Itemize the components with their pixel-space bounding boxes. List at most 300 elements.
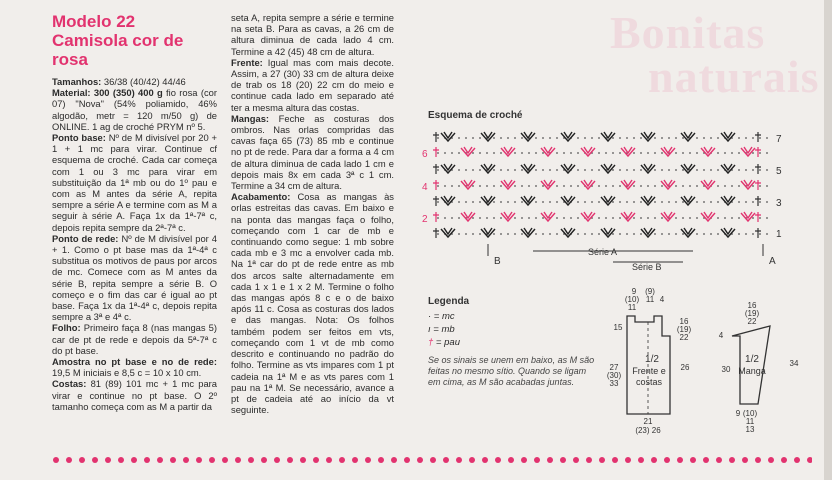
chain-stitch-mark (696, 137, 698, 139)
divider-dot (729, 457, 735, 463)
divider-dot (651, 457, 657, 463)
chain-stitch-mark (570, 185, 572, 187)
divider-dot (794, 457, 800, 463)
title-line-3: rosa (52, 50, 88, 69)
chain-stitch-mark (654, 233, 656, 235)
chain-stitch-mark (535, 185, 537, 187)
background-headline-2: naturais (648, 51, 820, 102)
divider-dot (573, 457, 579, 463)
stitch-motif-icon (481, 228, 495, 237)
chain-stitch-mark (766, 152, 768, 154)
chain-stitch-mark (570, 152, 572, 154)
chain-stitch-mark (640, 233, 642, 235)
row-label-7: 7 (776, 134, 782, 145)
chain-stitch-mark (626, 137, 628, 139)
chain-stitch-mark (556, 137, 558, 139)
chain-stitch-mark (479, 201, 481, 203)
chain-stitch-mark (507, 233, 509, 235)
chain-stitch-mark (696, 201, 698, 203)
chain-stitch-mark (612, 137, 614, 139)
chain-stitch-mark (500, 233, 502, 235)
divider-dot (235, 457, 241, 463)
chain-stitch-mark (654, 137, 656, 139)
chain-stitch-mark (738, 169, 740, 171)
title-line-1: Modelo 22 (52, 12, 136, 31)
acabamento-paragraph: Acabamento: Cosa as mangas às orlas estreitas das cavas. Em baixo e na ponta das mangas faça o folho, começando com 1 car de mb e continuando como segue: 1 mb sobre cada mb e 3 mc a envolver cada mb. Na 1ª car do pt de rede entre as mb dos arcos salte alternadamente em cada 1 x 1 e 1 x 2 M. Termine o folho das mangas após 8 c e o de baixo após 11 c. Cosa as costuras dos lados e das mangas. Nota: Os folhos também podem ser feitos em vts, começando com 1 vt de mb como descrito e continuando no padrão do folho. Termine as vts impares com 1 pt cadeia na 1ª M e as vts pares com 1 pau na 1ª M. Se necessário, avance a pt de cadeia até ao início da vt seguinte. (231, 191, 394, 416)
chain-stitch-mark (675, 137, 677, 139)
chain-stitch-mark (486, 152, 488, 154)
chain-stitch-mark (535, 152, 537, 154)
chain-stitch-mark (682, 137, 684, 139)
chain-stitch-mark (591, 137, 593, 139)
row-numbers-right (776, 134, 782, 240)
stitch-motif-icon (681, 164, 695, 173)
chain-stitch-mark (752, 217, 754, 219)
label-B: B (494, 256, 501, 267)
stitch-motif-icon (581, 212, 595, 221)
chain-stitch-mark (591, 201, 593, 203)
divider-dot (365, 457, 371, 463)
dim-9: 9 (631, 287, 637, 296)
chain-stitch-mark (633, 152, 635, 154)
divider-dot (755, 457, 761, 463)
chain-stitch-mark (752, 233, 754, 235)
chain-stitch-mark (514, 185, 516, 187)
divider-dot (430, 457, 436, 463)
chain-stitch-mark (521, 137, 523, 139)
dim-30: (30) (606, 371, 622, 380)
sleeve-dim-11: 11 (745, 417, 755, 426)
chain-stitch-mark (640, 201, 642, 203)
chain-stitch-mark (458, 152, 460, 154)
chain-stitch-mark (745, 137, 747, 139)
chain-stitch-mark (626, 169, 628, 171)
divider-dot (521, 457, 527, 463)
chain-stitch-mark (528, 217, 530, 219)
divider-dot (742, 457, 748, 463)
pau-stitch-icon (433, 228, 439, 238)
pau-stitch-icon (433, 196, 439, 206)
chain-stitch-mark (766, 169, 768, 171)
chain-stitch-mark (738, 137, 740, 139)
stitch-motif-icon (721, 228, 735, 237)
divider-dot (170, 457, 176, 463)
chain-stitch-mark (717, 185, 719, 187)
divider-dot (339, 457, 345, 463)
chain-stitch-mark (647, 217, 649, 219)
divider-dot (66, 457, 72, 463)
chain-stitch-mark (507, 201, 509, 203)
chain-stitch-mark (731, 152, 733, 154)
pau-stitch-icon (433, 180, 439, 190)
chain-stitch-mark (710, 137, 712, 139)
pau-stitch-icon (433, 212, 439, 222)
sleeve-dim-10: (10) (742, 409, 758, 418)
body-label-half: 1/2 (645, 354, 659, 365)
chain-stitch-mark (465, 169, 467, 171)
sleeve-dim-22: 22 (747, 317, 757, 326)
stitch-motif-icon (641, 132, 655, 141)
chain-stitch-mark (633, 169, 635, 171)
chain-stitch-mark (458, 233, 460, 235)
legend-pau: † = pau (428, 337, 460, 348)
stitch-motif-icon (681, 132, 695, 141)
divider-dot (417, 457, 423, 463)
serie-a-label: Série A (588, 247, 618, 257)
chain-stitch-mark (556, 217, 558, 219)
chain-stitch-mark (661, 217, 663, 219)
chain-stitch-mark (668, 201, 670, 203)
chain-stitch-mark (507, 137, 509, 139)
divider-dot (586, 457, 592, 463)
stitch-motif-icon (561, 228, 575, 237)
chain-stitch-mark (493, 201, 495, 203)
chain-stitch-mark (528, 152, 530, 154)
stitch-motif-icon (621, 180, 635, 189)
chain-stitch-mark (437, 217, 439, 219)
chain-stitch-mark (437, 169, 439, 171)
chain-stitch-mark (542, 169, 544, 171)
divider-dot (300, 457, 306, 463)
dim-23: (23) 26 (635, 426, 661, 435)
chain-stitch-mark (661, 137, 663, 139)
dim-9b: (9) (645, 287, 655, 296)
stitch-motif-icon (541, 180, 555, 189)
stitch-motif-icon (501, 212, 515, 221)
stitch-motif-icon (601, 228, 615, 237)
chain-stitch-mark (472, 185, 474, 187)
crochet-chart (418, 124, 798, 274)
decorative-dotted-divider (52, 455, 812, 465)
dim-22: 22 (679, 333, 689, 342)
chain-stitch-mark (577, 137, 579, 139)
chain-stitch-mark (437, 185, 439, 187)
chain-stitch-mark (661, 233, 663, 235)
chain-stitch-mark (598, 201, 600, 203)
pau-symbol-icon: † (428, 337, 434, 348)
chain-stitch-mark (619, 233, 621, 235)
divider-dot (625, 457, 631, 463)
chain-stitch-mark (682, 169, 684, 171)
chain-stitch-mark (542, 185, 544, 187)
chain-stitch-mark (675, 201, 677, 203)
divider-dot (183, 457, 189, 463)
stitch-motif-icon (441, 164, 455, 173)
divider-dot (495, 457, 501, 463)
chain-stitch-mark (514, 201, 516, 203)
chain-stitch-mark (598, 217, 600, 219)
chain-stitch-mark (612, 201, 614, 203)
chain-stitch-mark (675, 169, 677, 171)
stitch-motif-icon (661, 212, 675, 221)
chain-stitch-mark (675, 233, 677, 235)
chain-stitch-mark (556, 201, 558, 203)
row-label-6: 6 (422, 149, 428, 160)
stitch-motif-icon (581, 147, 595, 156)
divider-dot (638, 457, 644, 463)
chain-stitch-mark (521, 201, 523, 203)
chain-stitch-mark (437, 233, 439, 235)
chain-stitch-mark (500, 137, 502, 139)
chain-stitch-mark (724, 152, 726, 154)
body-schematic (600, 286, 715, 436)
chain-stitch-mark (710, 169, 712, 171)
stitch-motif-icon (521, 164, 535, 173)
stitch-motif-icon (521, 132, 535, 141)
chain-stitch-mark (696, 169, 698, 171)
chain-stitch-mark (479, 137, 481, 139)
divider-dot (560, 457, 566, 463)
chain-stitch-mark (451, 217, 453, 219)
divider-dot (287, 457, 293, 463)
divider-dot (404, 457, 410, 463)
chain-stitch-mark (654, 152, 656, 154)
chain-stitch-mark (689, 217, 691, 219)
stitch-motif-icon (621, 212, 635, 221)
sleeve-dim-4: 4 (718, 331, 724, 340)
dim-27: 27 (609, 363, 619, 372)
chain-stitch-mark (752, 201, 754, 203)
stitch-motif-icon (741, 180, 755, 189)
chain-stitch-mark (717, 169, 719, 171)
stitch-motif-icon (741, 147, 755, 156)
chart-grid-dots (437, 137, 768, 235)
divider-dot (118, 457, 124, 463)
sleeve-outline (732, 326, 770, 404)
pattern-title (52, 12, 227, 69)
stitch-motif-icon (521, 228, 535, 237)
chain-stitch-mark (472, 169, 474, 171)
chain-stitch-mark (682, 217, 684, 219)
sleeve-dim-13: 13 (745, 425, 755, 434)
divider-dot (92, 457, 98, 463)
dim-4: 4 (659, 295, 665, 304)
chain-stitch-mark (605, 152, 607, 154)
chain-stitch-mark (633, 185, 635, 187)
stitch-motif-icon (641, 164, 655, 173)
chain-stitch-mark (752, 169, 754, 171)
chain-stitch-mark (731, 217, 733, 219)
chain-stitch-mark (493, 217, 495, 219)
chain-stitch-mark (535, 217, 537, 219)
chain-stitch-mark (633, 137, 635, 139)
chain-stitch-mark (549, 137, 551, 139)
chain-stitch-mark (577, 152, 579, 154)
stitch-motif-icon (541, 147, 555, 156)
chain-stitch-mark (759, 152, 761, 154)
chain-stitch-mark (710, 201, 712, 203)
chain-stitch-mark (507, 169, 509, 171)
chain-stitch-mark (584, 201, 586, 203)
page-spine (824, 0, 832, 480)
sleeve-dim-30: 30 (721, 365, 731, 374)
chain-stitch-mark (654, 185, 656, 187)
chain-stitch-mark (500, 152, 502, 154)
chain-stitch-mark (465, 233, 467, 235)
chain-stitch-mark (479, 233, 481, 235)
chain-stitch-mark (759, 217, 761, 219)
chain-stitch-mark (612, 152, 614, 154)
stitch-motif-icon (561, 132, 575, 141)
chain-stitch-mark (458, 185, 460, 187)
chain-stitch-mark (493, 169, 495, 171)
divider-dot (313, 457, 319, 463)
instructions-column-1 (52, 76, 217, 412)
chain-stitch-mark (633, 233, 635, 235)
dim-11b: 11 (645, 295, 655, 304)
divider-dot (807, 457, 812, 463)
chain-stitch-mark (535, 233, 537, 235)
chain-stitch-mark (682, 233, 684, 235)
chain-stitch-mark (542, 201, 544, 203)
chain-stitch-mark (689, 185, 691, 187)
stitch-motif-icon (481, 132, 495, 141)
divider-dot (248, 457, 254, 463)
chain-stitch-mark (682, 201, 684, 203)
chain-stitch-mark (563, 152, 565, 154)
chain-stitch-mark (724, 217, 726, 219)
chain-stitch-mark (458, 137, 460, 139)
chain-stitch-mark (521, 169, 523, 171)
stitch-motif-icon (721, 196, 735, 205)
sleeve-dim-9: 9 (735, 409, 741, 418)
stitch-motif-icon (441, 196, 455, 205)
chain-stitch-mark (766, 201, 768, 203)
row-label-4: 4 (422, 182, 428, 193)
chain-stitch-mark (626, 233, 628, 235)
chain-stitch-mark (458, 169, 460, 171)
chain-stitch-mark (458, 201, 460, 203)
chain-stitch-mark (598, 185, 600, 187)
stitch-motif-icon (461, 212, 475, 221)
pau-stitch-icon (755, 196, 761, 206)
chain-stitch-mark (752, 137, 754, 139)
chain-stitch-mark (766, 137, 768, 139)
amostra-paragraph: Amostra no pt base e no de rede: 19,5 M iniciais e 8,5 c = 10 x 10 cm. (52, 356, 217, 379)
chain-stitch-mark (717, 137, 719, 139)
chain-stitch-mark (619, 217, 621, 219)
chain-stitch-mark (682, 185, 684, 187)
chain-stitch-mark (584, 233, 586, 235)
stitch-motif-icon (721, 132, 735, 141)
chain-stitch-mark (437, 201, 439, 203)
legend-items (428, 310, 460, 349)
chain-stitch-mark (612, 185, 614, 187)
chain-stitch-mark (521, 152, 523, 154)
chain-stitch-mark (577, 217, 579, 219)
material-paragraph: Material: 300 (350) 400 g fio rosa (cor 07) "Nova" (54% poliamido, 46% algodão, metr = 120 m/50 g) de ONLINE. 1 ag de croché PRYM nº 5. (52, 87, 217, 132)
pau-stitch-icon (755, 212, 761, 222)
divider-dot (144, 457, 150, 463)
stitch-motif-icon (441, 228, 455, 237)
chain-stitch-mark (612, 169, 614, 171)
chain-stitch-mark (605, 217, 607, 219)
divider-dot (690, 457, 696, 463)
dim-21: 21 (643, 417, 653, 426)
chain-stitch-mark (521, 217, 523, 219)
pau-stitch-icon (755, 228, 761, 238)
chain-stitch-mark (661, 185, 663, 187)
background-headline-1: Bonitas (610, 7, 766, 58)
chain-stitch-mark (703, 201, 705, 203)
chain-stitch-mark (577, 185, 579, 187)
divider-dot (79, 457, 85, 463)
stitch-motif-icon (601, 132, 615, 141)
chain-stitch-mark (696, 217, 698, 219)
sleeve-dim-16: 16 (747, 301, 757, 310)
chain-stitch-mark (654, 201, 656, 203)
chain-stitch-mark (500, 201, 502, 203)
divider-dot (599, 457, 605, 463)
chain-stitch-mark (591, 169, 593, 171)
divider-dot (261, 457, 267, 463)
dim-11: 11 (627, 303, 637, 312)
chain-stitch-mark (437, 152, 439, 154)
chain-stitch-mark (717, 217, 719, 219)
chain-stitch-mark (479, 217, 481, 219)
divider-dot (53, 457, 59, 463)
serie-b-label: Série B (632, 262, 662, 272)
chain-stitch-mark (444, 217, 446, 219)
chain-stitch-mark (542, 152, 544, 154)
chain-stitch-mark (619, 185, 621, 187)
divider-dot (508, 457, 514, 463)
chain-stitch-mark (766, 233, 768, 235)
divider-dot (378, 457, 384, 463)
chain-stitch-mark (752, 185, 754, 187)
divider-dot (677, 457, 683, 463)
chain-stitch-mark (598, 169, 600, 171)
chain-stitch-mark (654, 169, 656, 171)
chain-stitch-mark (535, 137, 537, 139)
stitch-motif-icon (741, 212, 755, 221)
divider-dot (105, 457, 111, 463)
chain-stitch-mark (605, 185, 607, 187)
stitch-motif-icon (601, 196, 615, 205)
chain-stitch-mark (640, 137, 642, 139)
stitch-motif-icon (641, 196, 655, 205)
chain-stitch-mark (612, 217, 614, 219)
divider-dot (781, 457, 787, 463)
chain-stitch-mark (745, 233, 747, 235)
chain-stitch-mark (668, 233, 670, 235)
chain-stitch-mark (717, 233, 719, 235)
pau-stitch-icon (433, 164, 439, 174)
chain-stitch-mark (577, 169, 579, 171)
chain-stitch-mark (584, 137, 586, 139)
sleeve-dim-34: 34 (789, 359, 799, 368)
divider-dot (274, 457, 280, 463)
costas-paragraph: Costas: 81 (89) 101 mc + 1 mc para virar e continue no pt base. O 2º tamanho começa com as M a partir da (52, 378, 217, 412)
chain-stitch-mark (535, 201, 537, 203)
chain-stitch-mark (514, 152, 516, 154)
chain-stitch-mark (710, 233, 712, 235)
divider-dot (222, 457, 228, 463)
divider-dot (157, 457, 163, 463)
stitch-motif-icon (481, 196, 495, 205)
chain-stitch-mark (675, 217, 677, 219)
title-line-2: Camisola cor de (52, 31, 184, 50)
chain-stitch-mark (738, 233, 740, 235)
chain-stitch-mark (619, 137, 621, 139)
chain-stitch-mark (493, 137, 495, 139)
chain-stitch-mark (535, 169, 537, 171)
stitch-motif-icon (721, 164, 735, 173)
stitch-motif-icon (681, 228, 695, 237)
chain-stitch-mark (675, 152, 677, 154)
pau-stitch-icon (433, 132, 439, 142)
stitch-motif-icon (621, 147, 635, 156)
